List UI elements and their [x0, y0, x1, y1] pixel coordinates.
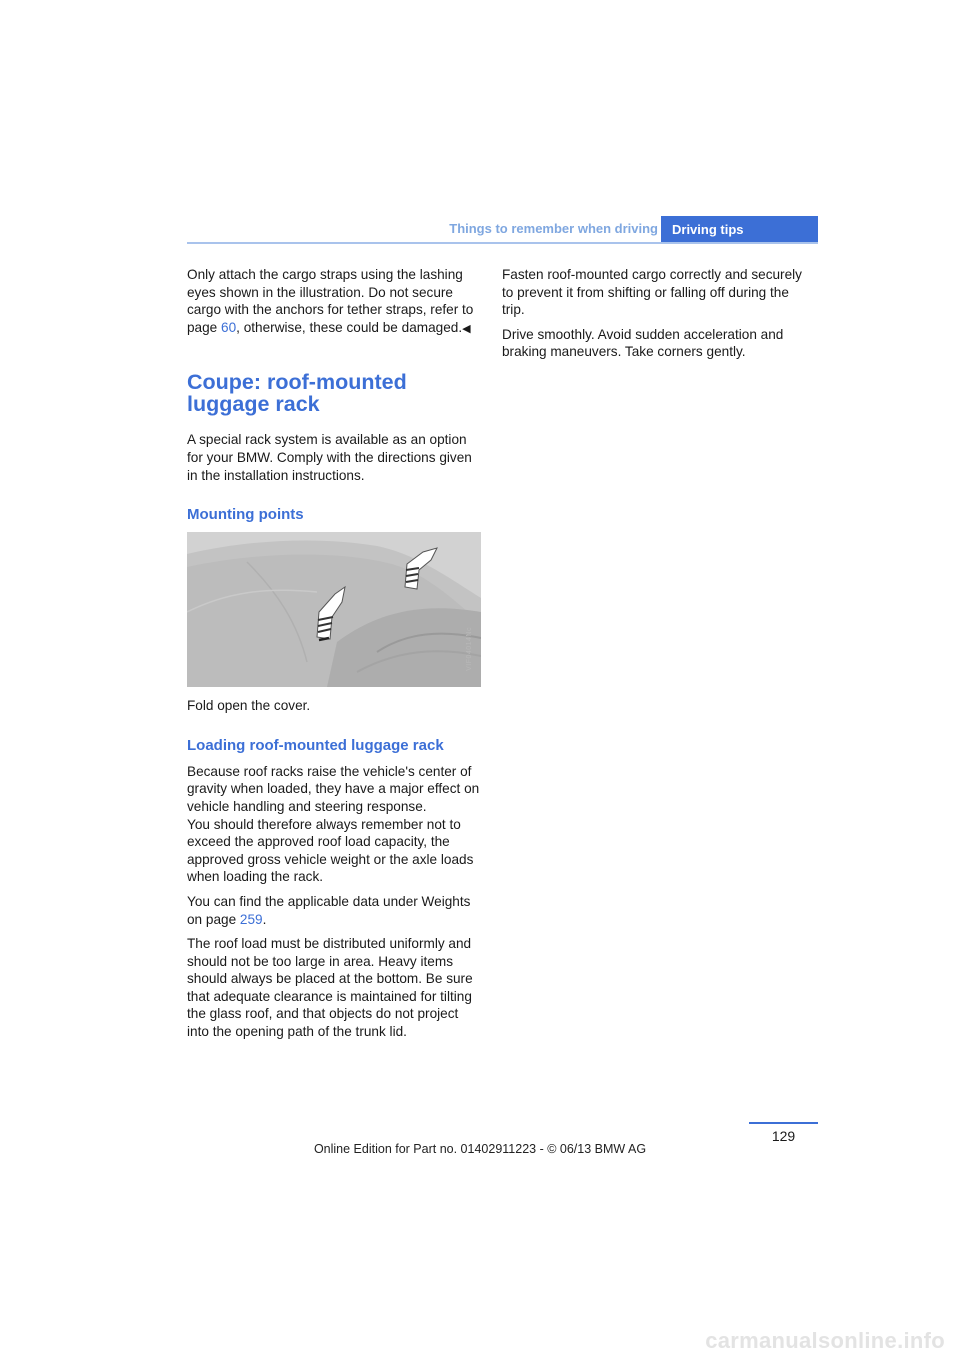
drive-smoothly-paragraph: Drive smoothly. Avoid sudden acceleration and braking maneuvers. Take corners gently.: [502, 326, 784, 360]
fold-open-instruction: Fold open the cover.: [187, 698, 311, 714]
left-column: [187, 266, 480, 1048]
load-capacity-paragraph: You should therefore always remember not to exceed the approved roof load capacity, the approved gross vehicle weight or the axle loads when loading the rack.: [187, 816, 474, 885]
end-of-note-icon: ◀: [462, 322, 471, 335]
page-number: 129: [771, 1128, 796, 1144]
mounting-points-illustration: [187, 532, 481, 687]
header-section-title: Things to remember when driving: [449, 221, 658, 236]
figure-code: VIF04014Nc: [466, 627, 474, 672]
page-link-259[interactable]: 259: [239, 911, 263, 927]
right-column: [502, 266, 802, 368]
page-link-60[interactable]: 60: [221, 319, 237, 335]
footer-divider: [749, 1122, 818, 1124]
weights-reference-paragraph: [187, 893, 480, 928]
header-divider: [187, 242, 818, 244]
header-chapter-tab[interactable]: Driving tips: [661, 216, 818, 243]
fasten-cargo-paragraph: Fasten roof-mounted cargo correctly and securely to prevent it from shifting or falling off during the trip.: [502, 267, 802, 318]
section-heading-roof-rack: Coupe: roof-mounted luggage rack: [187, 370, 407, 417]
intro-text: Only attach the cargo straps using the lashing eyes shown in the illustration. Do not secure cargo with the anchors for tether straps, refer to page: [187, 267, 474, 335]
edition-notice: Online Edition for Part no. 01402911223 - © 06/13 BMW AG: [313, 1142, 647, 1156]
intro-text-end: , otherwise, these could be damaged.: [236, 319, 463, 335]
weights-text-end: .: [262, 911, 267, 927]
car-roof-illustration: [187, 532, 481, 687]
intro-paragraph: [187, 266, 480, 338]
mounting-points-heading: Mounting points: [187, 506, 304, 524]
weights-text: You can find the applicable data under Weights on page: [187, 893, 471, 927]
rack-system-paragraph: A special rack system is available as an option for your BMW. Comply with the directions given in the installation instructions.: [187, 432, 472, 483]
loading-rack-heading: Loading roof-mounted luggage rack: [187, 736, 444, 754]
site-watermark: carmanualsonline.info: [705, 1328, 945, 1353]
center-of-gravity-paragraph: Because roof racks raise the vehicle's center of gravity when loaded, they have a major effect on vehicle handling and steering response.: [187, 763, 480, 814]
roof-load-paragraph: The roof load must be distributed uniformly and should not be too large in area. Heavy items should always be placed at the bottom. Be sure that adequate clearance is maintained for tilting the glass roof, and that objects do not project into the opening path of the trunk lid.: [187, 936, 473, 1040]
